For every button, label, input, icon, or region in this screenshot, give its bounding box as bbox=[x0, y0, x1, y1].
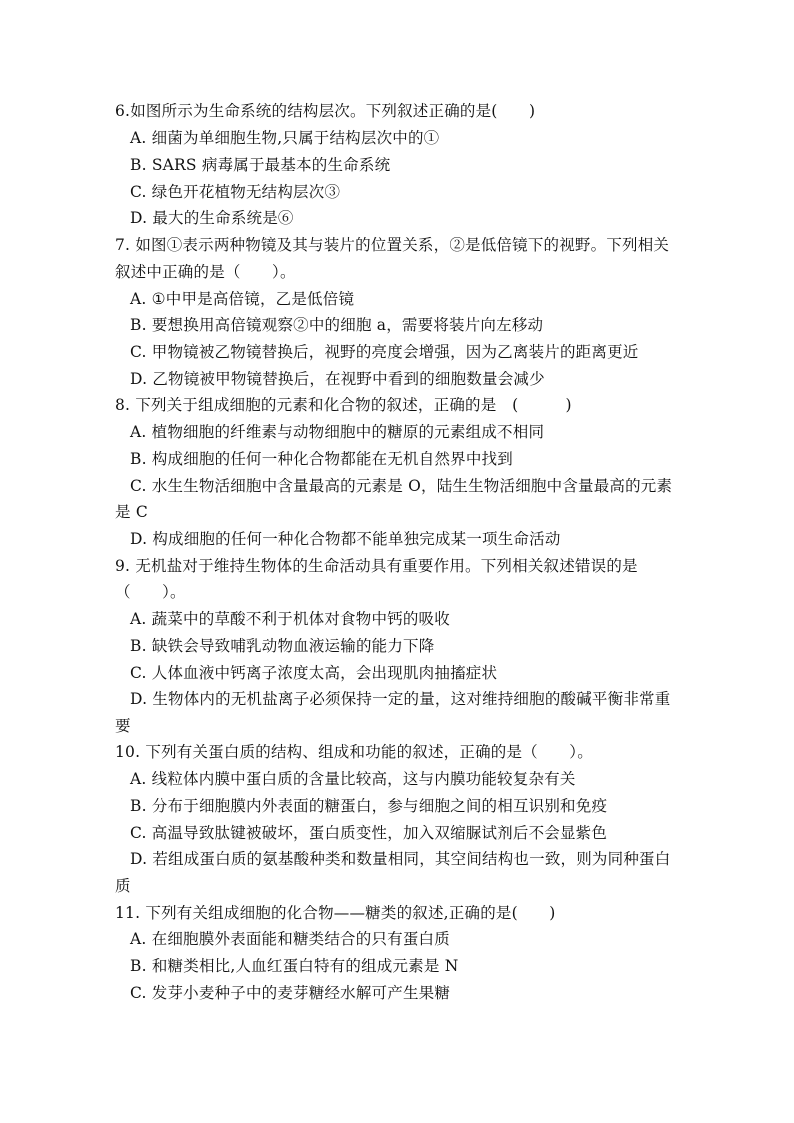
question-11-stem: 11. 下列有关组成细胞的化合物——糖类的叙述,正确的是( ) bbox=[115, 904, 556, 922]
question-6-option-a: A. 细菌为单细胞生物,只属于结构层次中的① bbox=[130, 129, 440, 147]
question-9-option-d-cont: 要 bbox=[115, 717, 131, 735]
question-6-option-d: D. 最大的生命系统是⑥ bbox=[130, 209, 294, 227]
question-7-stem-line-2: 叙述中正确的是（ ）。 bbox=[115, 263, 296, 281]
question-8-stem: 8. 下列关于组成细胞的元素和化合物的叙述，正确的是 ( ) bbox=[115, 396, 572, 414]
question-11-option-c: C. 发芽小麦种子中的麦芽糖经水解可产生果糖 bbox=[130, 984, 451, 1002]
question-8-option-c-cont: 是 C bbox=[115, 503, 148, 521]
question-9-option-d: D. 生物体内的无机盐离子必须保持一定的量，这对维持细胞的酸碱平衡非常重 bbox=[130, 690, 671, 708]
question-6-stem: 6.如图所示为生命系统的结构层次。下列叙述正确的是( ) bbox=[115, 102, 536, 120]
question-10-option-d-cont: 质 bbox=[115, 877, 131, 895]
question-7-option-d: D. 乙物镜被甲物镜替换后，在视野中看到的细胞数量会减少 bbox=[130, 370, 545, 388]
question-7-option-b: B. 要想换用高倍镜观察②中的细胞 a，需要将装片向左移动 bbox=[130, 316, 544, 334]
question-9-option-b: B. 缺铁会导致哺乳动物血液运输的能力下降 bbox=[130, 637, 435, 655]
question-6-option-b: B. SARS 病毒属于最基本的生命系统 bbox=[130, 156, 391, 174]
question-9-option-c: C. 人体血液中钙离子浓度太高，会出现肌肉抽搐症状 bbox=[130, 664, 498, 682]
question-7-option-c: C. 甲物镜被乙物镜替换后，视野的亮度会增强，因为乙离装片的距离更近 bbox=[130, 343, 639, 361]
question-10-stem: 10. 下列有关蛋白质的结构、组成和功能的叙述，正确的是（ ）。 bbox=[115, 743, 593, 761]
question-8-option-b: B. 构成细胞的任何一种化合物都能在无机自然界中找到 bbox=[130, 450, 513, 468]
question-6-option-c: C. 绿色开花植物无结构层次③ bbox=[130, 183, 341, 201]
question-10-option-b: B. 分布于细胞膜内外表面的糖蛋白，参与细胞之间的相互识别和免疫 bbox=[130, 797, 608, 815]
question-8-option-d: D. 构成细胞的任何一种化合物都不能单独完成某一项生命活动 bbox=[130, 530, 561, 548]
question-9-option-a: A. 蔬菜中的草酸不利于机体对食物中钙的吸收 bbox=[130, 610, 450, 628]
question-9-stem-line-2: （ ）。 bbox=[115, 583, 186, 601]
question-8-option-c: C. 水生生物活细胞中含量最高的元素是 O，陆生生物活细胞中含量最高的元素 bbox=[130, 477, 673, 495]
question-10-option-d: D. 若组成蛋白质的氨基酸种类和数量相同，其空间结构也一致，则为同种蛋白 bbox=[130, 850, 671, 868]
question-7-option-a: A. ①中甲是高倍镜，乙是低倍镜 bbox=[130, 290, 355, 308]
question-7-stem-line-1: 7. 如图①表示两种物镜及其与装片的位置关系，②是低倍镜下的视野。下列相关 bbox=[115, 236, 670, 254]
question-11-option-b: B. 和糖类相比,人血红蛋白特有的组成元素是 N bbox=[130, 957, 459, 975]
question-8-option-a: A. 植物细胞的纤维素与动物细胞中的糖原的元素组成不相同 bbox=[130, 423, 545, 441]
question-11-option-a: A. 在细胞膜外表面能和糖类结合的只有蛋白质 bbox=[130, 930, 450, 948]
question-10-option-c: C. 高温导致肽键被破坏，蛋白质变性，加入双缩脲试剂后不会显紫色 bbox=[130, 824, 608, 842]
question-9-stem-line-1: 9. 无机盐对于维持生物体的生命活动具有重要作用。下列相关叙述错误的是 bbox=[115, 557, 638, 575]
question-10-option-a: A. 线粒体内膜中蛋白质的含量比较高，这与内膜功能较复杂有关 bbox=[130, 770, 576, 788]
